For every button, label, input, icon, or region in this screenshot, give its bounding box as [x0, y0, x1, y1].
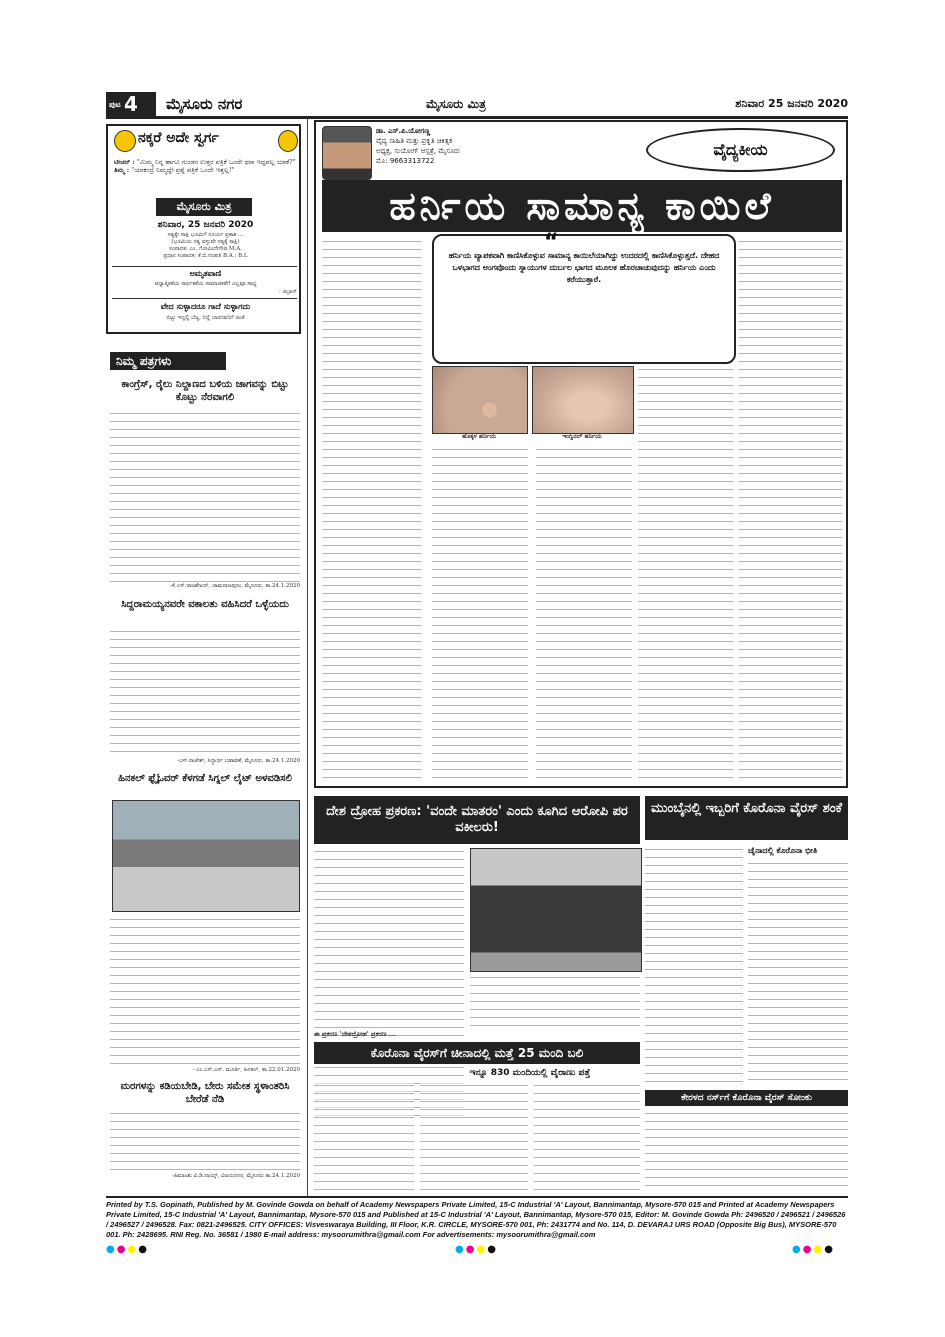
letter-3-title: ಹಿನಕಲ್ ಫ್ಲೈಓವರ್ ಕೆಳಗಡೆ ಸಿಗ್ನಲ್ ಲೈಟ್ ಅಳವಡಿಸಲಿ: [118, 773, 292, 784]
quote-text: ಆಧ್ಯಾತ್ಮಿಕತೆಯ ಸಾರ್ಥಕತೆಯ ಸಾಮಾಜಿಕತೆಗೆ ಎಲ್ಲವೂ ಸಾಧ್ಯ: [154, 281, 257, 287]
divider: [112, 266, 297, 267]
lawyers-protest-photo: [470, 848, 642, 972]
author-role-2: ಅಧ್ಯಕ್ಷ, ಸುಯೋಗ್ ಆಸ್ಪತ್ರೆ, ಮೈಸೂರು: [376, 147, 461, 155]
flyover-photo: [112, 800, 300, 912]
registration-dots-left: ●●●●: [106, 1244, 149, 1255]
letter-1-signature: -ಕೆ.ಎಸ್.ರಾಜಶೇಖರ್, ಚಾಮರಾಜಪುರಂ, ಮೈಸೂರು, ತಾ.24.1.2020: [170, 583, 300, 589]
umbilical-hernia-photo: [432, 366, 528, 434]
author-photo: [322, 126, 372, 180]
letter-4-signature: -ಹಿಮಾಂಶು ವಿ.ಡಿ.ನಾಯ್ಕ್, ವಿಜಯನಗರ, ಮೈಸೂರು ತಾ.24.1.2020: [172, 1173, 300, 1179]
proverb-heading: ವೇದ ಸುಳ್ಳಾದರೂ ಗಾದೆ ಸುಳ್ಳಾಗದು: [160, 302, 251, 311]
letter-4-body: [110, 1110, 300, 1172]
body-column-3a: [536, 446, 632, 783]
body-column-2: [432, 446, 528, 783]
pull-quote: ಹರ್ನಿಯ ವ್ಯಾಪಕವಾಗಿ ಕಾಣಿಸಿಕೊಳ್ಳುವ ಸಾಮಾನ್ಯ ಕಾಯಿಲೆಯಾಗಿದ್ದು ಉದರದಲ್ಲಿ ಕಾಣಿಸಿಕೊಳ್ಳುತ್ತದೆ. ದೇಹದ ಒಳಭಾಗದ ಅಂಗವೊಂದು ಸ್ನಾಯುಗಳ ದುರ್ಬಲ ಭಾಗದ ಮೂಲಕ ಹೊರಚಾಚುವುದನ್ನು ಹರ್ನಿಯ ಎಂದು ಕರೆಯುತ್ತಾರೆ.: [448, 251, 720, 284]
divider: [112, 298, 297, 299]
masthead-date: ಶನಿವಾರ, 25 ಜನವರಿ 2020: [157, 220, 254, 230]
letter-3-signature: - ಎಂ.ಎಸ್.ಎಸ್. ಮೂರ್ತಿ, ಹಿನಕಲ್, ತಾ.22.01.2020: [192, 1067, 300, 1073]
photo-2-caption: ಇಂಗ್ವಿನಲ್ ಹರ್ನಿಯ: [562, 433, 602, 440]
letters-heading: ನಿಮ್ಮ ಪತ್ರಗಳು: [110, 352, 226, 370]
sedition-headline: ದೇಶ ದ್ರೋಹ ಪ್ರಕರಣ: 'ವಂದೇ ಮಾತರಂ' ಎಂದು ಕೂಗಿದ ಆರೋಪಿ ಪರ ವಕೀಲರು!: [314, 796, 640, 844]
letter-2-title: ಸಿದ್ದರಾಮಯ್ಯನವರೇ ವಕಾಲತು ವಹಿಸಿದರೆ ಒಳ್ಳೆಯದು: [121, 599, 289, 610]
body-column-1: [322, 238, 422, 783]
joke-box: [106, 124, 301, 334]
letter-4-title: ಮರಗಳನ್ನು ಕಡಿಯಬೇಡಿ, ಬೇರು ಸಮೇತ ಸ್ಥಳಾಂತರಿಸಿ ಬೇರೆಡೆ ನೆಡಿ: [120, 1081, 290, 1105]
author-name: ಡಾ. ಎಸ್.ಪಿ.ಯೋಗಣ್ಣ: [376, 127, 431, 135]
masthead-info-2: (ಭೂಮಿಯ ಸತ್ಯ ವಸ್ತುವೇ ಸತ್ಯಕ್ಕೆ ಸಾಕ್ಷಿ): [171, 239, 240, 245]
kerala-body: [645, 1110, 848, 1192]
body-column-3b: [638, 366, 734, 783]
feature-headline: ಹರ್ನಿಯ ಸಾಮಾನ್ಯ ಕಾಯಿಲೆ: [322, 180, 842, 232]
corona-china-headline: ಕೊರೊನಾ ವೈರಸ್‌ಗೆ ಚೀನಾದಲ್ಲಿ ಮತ್ತೆ 25 ಮಂದಿ ಬಲಿ: [314, 1042, 640, 1064]
china-subhead: ಚೈನಾದಲ್ಲಿ ಕೊರೊನಾ ಭೀತಿ: [748, 846, 818, 855]
photo-1-caption: ಹೊಕ್ಕಳ ಹರ್ನಿಯ: [462, 433, 496, 440]
letter-2-body: [110, 628, 300, 758]
masthead-info-1: ಸತ್ಯಕ್ಕೇ ಸಾಕ್ಷಿ ಭೂಮಿಗೆ ಸೂರ್ಯ ಪ್ರಕಾಶ ...: [167, 232, 244, 238]
imprint-footer: Printed by T.S. Gopinath, Published by M. Govinde Gowda on behalf of Academy Newspapers Private Limited, 15-C Industrial 'A' Layout, Bannimantap, Mysore-570 015 and Printed at Academy Newspapers Private Limited, 15-C Industrial 'A' Layout, Bannimantap, Mysore-570 015 and Published at 15-C Industrial 'A' Layout, Bannimantap, Mysore-570 015, Editor: M. Govinde Gowda Ph: 2496520 / 2496521 / 2496526 / 2496527 / 2496528. Fax: 0821-2496525. CITY OFFICES: Visveswaraya Building, III Floor, K.R. CIRCLE, MYSORE-570 001, Ph: 2431774 and No. 114, D. DEVARAJ URS ROAD (Opposite Big Bus), MYSORE-570 001. Ph: 2428695. RNI Reg. No. 36581 / 1980 E-mail address: mysoorumithra@gmail.com For advertisements: mysoorumithra@gmail.com: [106, 1200, 846, 1239]
quote-heading: ಅಮೃತವಾಣಿ: [189, 269, 222, 278]
laughing-face-icon: [114, 130, 136, 152]
section-label: ವೈದ್ಯಕೀಯ: [646, 128, 835, 172]
quote-author: - ಜಿಬ್ರಾನ್: [278, 289, 297, 295]
quote-mark-icon: “: [544, 230, 559, 255]
masthead-chief-editor: ಪ್ರಧಾನ ಸಂಪಾದಕ: ಕೆ.ಬಿ.ಗಣಪತಿ B.A.; B.L: [163, 253, 248, 259]
pull-quote-box: [432, 230, 736, 364]
column-rule: [307, 118, 308, 1196]
page-header: [106, 92, 848, 119]
kerala-headline: ಕೇರಳದ ನರ್ಸ್‌ಗೆ ಕೊರೊನಾ ವೈರಸ್ ಸೋಂಕು: [645, 1090, 848, 1106]
mumbai-headline: ಮುಂಬೈನಲ್ಲಿ ಇಬ್ಬರಿಗೆ ಕೊರೊನಾ ವೈರಸ್ ಶಂಕೆ: [645, 796, 848, 840]
proverb-text: ಬಿಟ್ಟು ಇದ್ದಲ್ಲಿ ಬೆಟ್ಟ, ನಿದ್ದೆ ಬಾರದವನಿಗೆ ಚಿಂತೆ: [166, 315, 245, 321]
china-body-2: [420, 1082, 528, 1192]
joke-speaker-1: ಟೀಚರ್ :: [114, 158, 135, 166]
sedition-body-2: [470, 974, 640, 1030]
byline: [376, 126, 460, 166]
registration-dots-center: ●●●●: [455, 1244, 498, 1255]
china-body-3: [534, 1082, 640, 1192]
mumbai-body-1: [645, 846, 743, 1086]
corona-china-subhead: ಇನ್ನೂ 830 ಮಂದಿಯಲ್ಲಿ ವೈರಾಣು ಪತ್ತೆ: [469, 1068, 591, 1078]
masthead-small: ಮೈಸೂರು ಮಿತ್ರ: [426, 97, 486, 111]
page-number: [106, 92, 156, 116]
page-tag: ಪುಟ: [109, 100, 121, 109]
feature-article: [314, 120, 848, 788]
letter-1-title: ಕಾಂಗ್ರೆಸ್, ರೈಲು ನಿಲ್ದಾಣದ ಬಳಿಯ ಜಾಗವನ್ನು ಬಿಟ್ಟು ಕೊಟ್ಟು ನೆರವಾಗಲಿ: [121, 379, 289, 403]
mumbai-body-2: [748, 860, 848, 1086]
masthead-logo: ಮೈಸೂರು ಮಿತ್ರ: [156, 198, 252, 216]
letter-3-body: [110, 916, 300, 1066]
issue-date: ಶನಿವಾರ 25 ಜನವರಿ 2020: [735, 97, 848, 110]
page-number-value: 4: [124, 92, 138, 116]
author-role-1: ವೈದ್ಯ ಸಾಹಿತಿ ಮತ್ತು ಪ್ರಕೃತಿ ಚಿಕಿತ್ಸಕ: [376, 137, 453, 145]
joke-speaker-2: ತಿಮ್ಮ :: [114, 166, 130, 174]
joke-line-1: "ಮಿಮ್ಮ ನಿನ್ನ ಹಾಗೂ ಗುಂಡನ ಉತ್ತರ ಪತ್ರಿಕೆ ಒಂದೇ ಥರಾ ಇದ್ದವಲ್ಲ ಯಾಕೆ?": [136, 158, 296, 166]
china-body-1: [314, 1082, 414, 1192]
photo-caption: ಈ ಪ್ರಕರಣ 'ದೇಶದ್ರೋಹ' ಪ್ರಕರಣ ...: [314, 1030, 396, 1038]
body-column-4: [738, 238, 842, 783]
footer-rule: [106, 1196, 848, 1198]
letter-2-signature: -ಎಸ್.ರಾಜೇಶ್, ಸಿದ್ಧಾರ್ಥ ಬಡಾವಣೆ, ಮೈಸೂರು, ತಾ.24.1.2020: [177, 758, 300, 764]
masthead-editor: ಸಂಪಾದಕ: ಎಂ. ಗೋವಿಂದೇಗೌಡ M.A.: [169, 246, 242, 252]
author-phone: ಮೊ: 9663313722: [376, 157, 435, 165]
joke-heading: ನಕ್ಕರೆ ಅದೇ ಸ್ವರ್ಗ: [138, 130, 219, 146]
joke-line-2: "ಯಾಕಂದ್ರೆ ನಿಮ್ಮದ್ದೇ ಪ್ರಶ್ನೆ ಪತ್ರಿಕೆ ಒಂದೇ ಇತ್ತಲ್ಲ!": [131, 166, 235, 174]
cartoon-icon: [278, 130, 298, 152]
registration-dots-right: ●●●●: [792, 1244, 835, 1255]
inguinal-hernia-photo: [532, 366, 634, 434]
section-name: ಮೈಸೂರು ನಗರ: [166, 95, 243, 113]
letter-1-body: [110, 410, 300, 582]
